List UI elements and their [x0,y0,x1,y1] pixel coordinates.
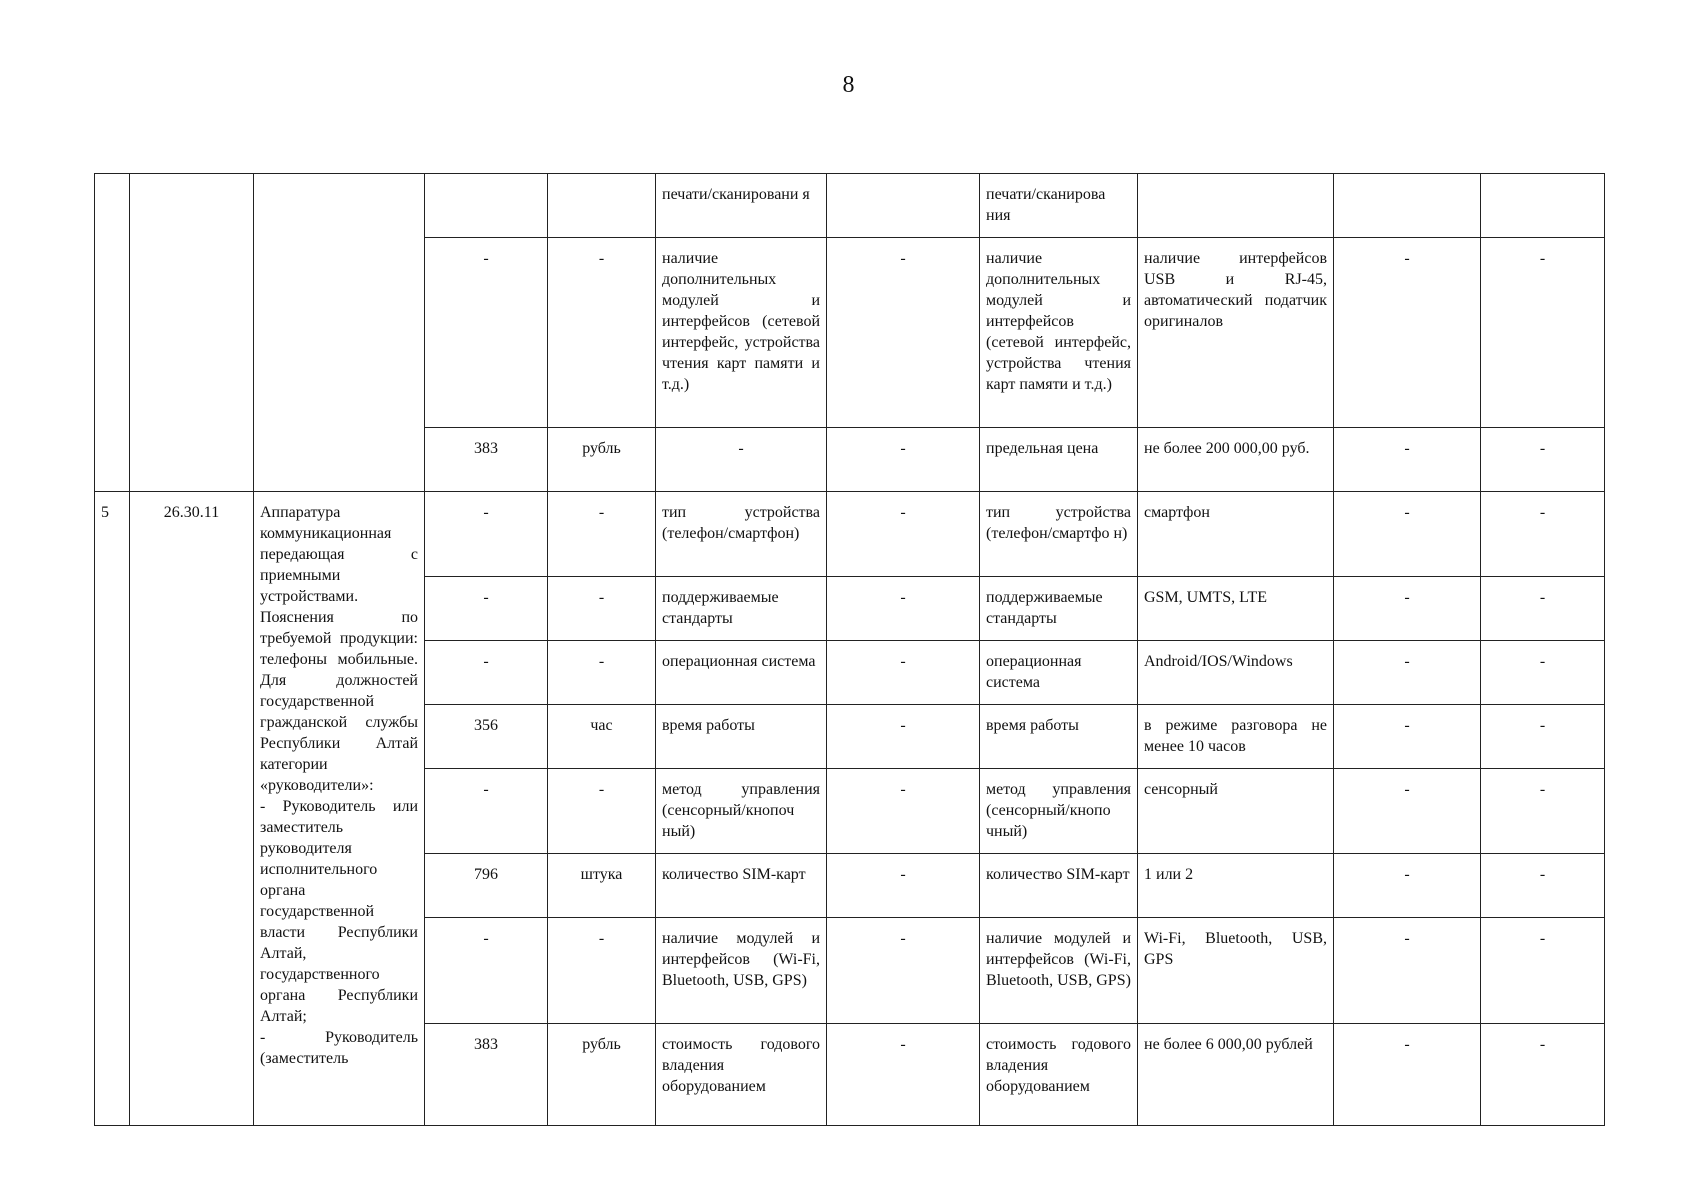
justification-cell: - [1334,1024,1481,1126]
characteristic-cell: наличие дополнительных модулей и интерфейсов (сетевой интерфейс, устройства чтения карт памяти и т.д.) [656,238,827,428]
justification-cell: - [1334,918,1481,1024]
characteristic-cell: печати/сканировани я [656,174,827,238]
value-cell: - [827,641,980,705]
item-number-cell [95,174,130,492]
unit-code-cell: 383 [425,428,548,492]
value-cell: наличие интерфейсов USB и RJ-45, автоматический податчик оригиналов [1138,238,1334,428]
unit-code-cell: 356 [425,705,548,769]
characteristic-cell: операционная система [980,641,1138,705]
characteristic-cell: метод управления (сенсорный/кнопо чный) [980,769,1138,854]
unit-name-cell [548,174,656,238]
justification-cell: - [1334,705,1481,769]
unit-name-cell: - [548,577,656,641]
page-number: 8 [842,72,855,98]
value-cell: - [827,428,980,492]
unit-code-cell: - [425,577,548,641]
unit-code-cell: - [425,492,548,577]
characteristic-cell: тип устройства (телефон/смартфо н) [980,492,1138,577]
function-cell: - [1481,492,1605,577]
characteristic-cell: количество SIM-карт [980,854,1138,918]
unit-name-cell: - [548,918,656,1024]
function-cell: - [1481,641,1605,705]
value-cell: - [827,577,980,641]
unit-name-cell: - [548,238,656,428]
unit-code-cell [425,174,548,238]
justification-cell [1334,174,1481,238]
value-cell: в режиме разговора не менее 10 часов [1138,705,1334,769]
value-cell: не более 6 000,00 рублей [1138,1024,1334,1126]
justification-cell: - [1334,769,1481,854]
value-cell [827,174,980,238]
item-description-list-item: - Руководитель или заместитель руководителя исполнительного органа государственной власти Республики Алтай, государственного органа Республики Алтай; [260,798,418,1025]
table-row [95,492,1605,577]
justification-cell: - [1334,428,1481,492]
characteristic-cell: - [656,428,827,492]
unit-code-cell: - [425,238,548,428]
unit-code-cell: 796 [425,854,548,918]
value-cell: смартфон [1138,492,1334,577]
unit-name-cell: - [548,769,656,854]
value-cell: - [827,705,980,769]
characteristic-cell: стоимость годового владения оборудованием [656,1024,827,1126]
characteristic-cell: наличие дополнительных модулей и интерфейсов (сетевой интерфейс, устройства чтения карт памяти и т.д.) [980,238,1138,428]
characteristic-cell: количество SIM-карт [656,854,827,918]
value-cell: сенсорный [1138,769,1334,854]
value-cell: - [827,1024,980,1126]
unit-name-cell: - [548,492,656,577]
value-cell: - [827,854,980,918]
unit-name-cell: рубль [548,1024,656,1126]
unit-name-cell: рубль [548,428,656,492]
characteristic-cell: операционная система [656,641,827,705]
value-cell: Android/IOS/Windows [1138,641,1334,705]
characteristic-cell: метод управления (сенсорный/кнопоч ный) [656,769,827,854]
characteristic-cell: время работы [656,705,827,769]
value-cell: Wi-Fi, Bluetooth, USB, GPS [1138,918,1334,1024]
characteristic-cell: печати/сканирова ния [980,174,1138,238]
characteristic-cell: тип устройства (телефон/смартфон) [656,492,827,577]
function-cell: - [1481,769,1605,854]
function-cell: - [1481,854,1605,918]
characteristic-cell: поддерживаемые стандарты [980,577,1138,641]
item-number-cell: 5 [95,492,130,1126]
function-cell: - [1481,428,1605,492]
justification-cell: - [1334,577,1481,641]
unit-name-cell: - [548,641,656,705]
justification-cell: - [1334,492,1481,577]
function-cell: - [1481,918,1605,1024]
table-row [95,174,1605,238]
function-cell: - [1481,705,1605,769]
unit-code-cell: - [425,641,548,705]
requirements-table [94,173,1605,1126]
characteristic-cell: поддерживаемые стандарты [656,577,827,641]
characteristic-cell: наличие модулей и интерфейсов (Wi-Fi, Bluetooth, USB, GPS) [656,918,827,1024]
value-cell: - [827,238,980,428]
unit-name-cell: час [548,705,656,769]
value-cell: не более 200 000,00 руб. [1138,428,1334,492]
value-cell: - [827,769,980,854]
characteristic-cell: наличие модулей и интерфейсов (Wi-Fi, Bluetooth, USB, GPS) [980,918,1138,1024]
value-cell: - [827,918,980,1024]
unit-code-cell: 383 [425,1024,548,1126]
characteristic-cell: стоимость годового владения оборудованием [980,1024,1138,1126]
unit-code-cell: - [425,918,548,1024]
value-cell: GSM, UMTS, LTE [1138,577,1334,641]
function-cell: - [1481,238,1605,428]
value-cell [1138,174,1334,238]
function-cell: - [1481,577,1605,641]
justification-cell: - [1334,854,1481,918]
item-description-cell [254,174,425,492]
item-code-cell [130,174,254,492]
item-code-cell: 26.30.11 [130,492,254,1126]
item-description-cell [254,492,425,1126]
item-description-text: Аппаратура коммуникационная передающая с приемными устройствами. Пояснения по требуемой продукции: телефоны мобильные. Для должностей государственной гражданской службы Республики Алтай категории «руководители»: [260,504,418,794]
item-description-list-item: - Руководитель (заместитель [260,1029,418,1067]
characteristic-cell: время работы [980,705,1138,769]
unit-name-cell: штука [548,854,656,918]
function-cell: - [1481,1024,1605,1126]
unit-code-cell: - [425,769,548,854]
justification-cell: - [1334,641,1481,705]
value-cell: - [827,492,980,577]
value-cell: 1 или 2 [1138,854,1334,918]
characteristic-cell: предельная цена [980,428,1138,492]
justification-cell: - [1334,238,1481,428]
function-cell [1481,174,1605,238]
